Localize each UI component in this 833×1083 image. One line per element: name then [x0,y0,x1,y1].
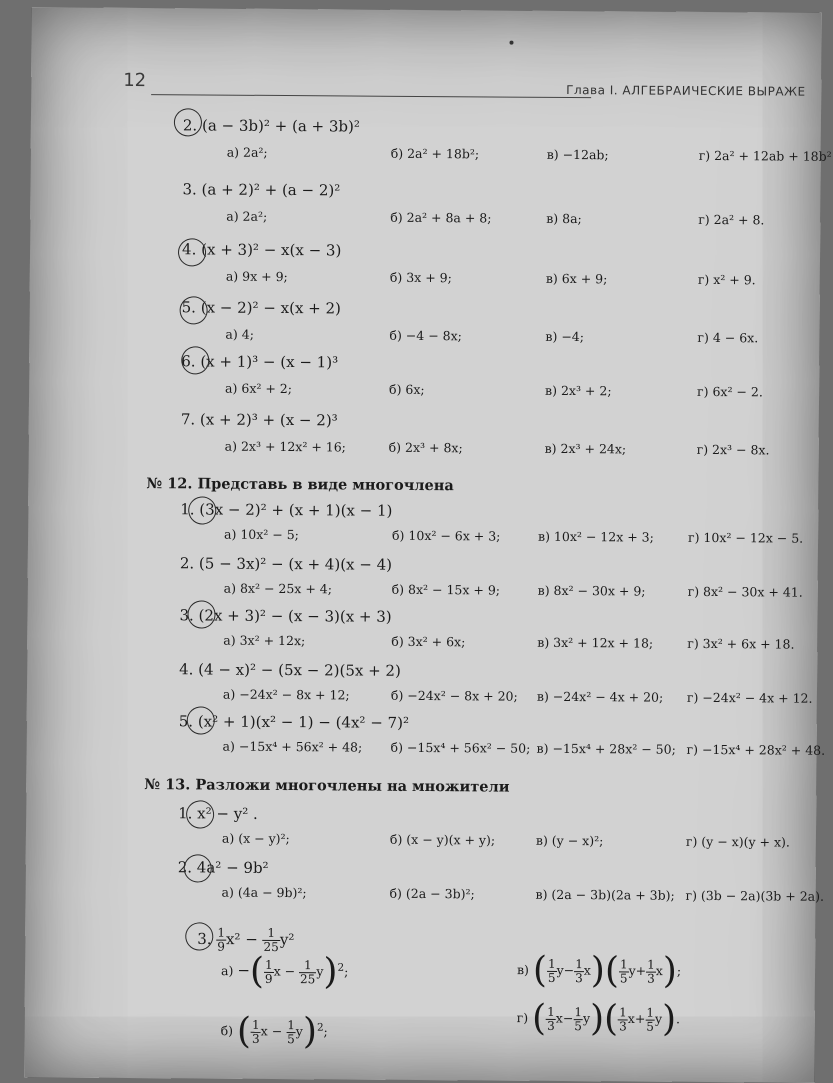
problem-expression [180,554,392,573]
answer-option-g: г) 10x² − 12x − 5. [688,529,804,546]
answer-option-v: в) 6x + 9; [545,270,608,287]
page-number: 12 [123,69,147,92]
problem-expression [183,116,360,135]
answer-option-g: г) 3x² + 6x + 18. [687,635,795,652]
option-b-13-3: б) ( $\frac{1}{3}$ x − $\frac{1}{5}$ y)$^2$; [220,1010,328,1053]
answer-option-b: б) 3x² + 6x; [391,633,466,650]
problem-expression [182,180,340,199]
expression-text: (x + 1)³ − (x − 1)³ [200,352,339,372]
option-a-13-3: а) −( $\frac{1}{9}$ x − $\frac{1}{25}$ y)$^2$; [220,950,349,993]
answer-option-a: а) 9x + 9; [225,268,288,285]
answer-option-a: а) 6x² + 2; [225,380,293,397]
expression-text: (x² + 1)(x² − 1) − (4x² − 7)² [197,712,410,732]
problem-expression [179,660,401,680]
pen-circle-mark [180,345,211,376]
expression-text: (x + 2)³ + (x − 2)³ [199,410,338,430]
answer-option-g: г) x² + 9. [697,271,756,288]
answer-option-b: б) −15x⁴ + 56x² − 50; [390,739,531,756]
problem-number: 2. [182,116,198,135]
problem-number: 5. [178,712,194,731]
problem-number: 4. [179,660,194,679]
answer-option-b: б) 6x; [389,381,425,398]
fraction-1-25: $\frac{1}{25}$ [263,925,279,955]
answer-option-a: а) 3x² + 12x; [223,632,306,649]
answer-option-b: б) 2a² + 8a + 8; [390,209,492,226]
answer-option-b: б) 2x³ + 8x; [388,439,463,456]
answer-option-v: в) −15x⁴ + 28x² − 50; [536,740,676,757]
pen-circle-mark [185,705,216,736]
answer-option-g: г) (y − x)(y + x). [685,833,790,850]
expression-text: x² − y² . [197,804,258,823]
section-13-title: № 13. Разложи многочлены на множители [144,776,510,796]
answer-option-v: в) 2x³ + 24x; [544,440,627,457]
pen-circle-mark [186,599,217,630]
problem-number: 2. [177,858,193,877]
problem-expression [181,410,338,429]
expression-text: (x + 3)² − x(x − 3) [201,240,342,260]
header-rule [151,94,591,98]
problem-number: 7. [180,410,196,429]
textbook-page [24,7,832,1082]
answer-option-v: в) 8x² − 30x + 9; [537,582,646,599]
answer-option-v: в) −12ab; [546,146,609,163]
problem-number: 3. [179,606,194,625]
problem-number: 5. [181,298,197,317]
answer-option-a: а) 4; [225,326,254,342]
problem-number: 6. [181,352,196,371]
chapter-title: Глава I. АЛГЕБРАИЧЕСКИЕ ВЫРАЖЕ [566,82,806,99]
problem-number: 3. [197,929,212,949]
answer-option-v: в) (y − x)²; [535,832,604,849]
option-g-13-3: г) ( $\frac{1}{3}$ x− $\frac{1}{5}$ y)( $\frac{1}{3}$ x+ $\frac{1}{5}$ y). [516,997,681,1040]
problem-13-3: 3. $\frac{1}{9}$ x² − $\frac{1}{25}$ y² [197,925,295,955]
answer-option-b: б) 8x² − 15x + 9; [391,581,501,598]
answer-option-g: г) 2x³ − 8x. [696,441,770,458]
answer-option-a: а) 2a²; [226,208,268,224]
answer-option-g: г) 4 − 6x. [697,329,759,346]
expression-text: (a − 3b)² + (a + 3b)² [201,116,361,136]
section-12-title: № 12. Представь в виде многочлена [146,475,454,495]
answer-option-b: б) (x − y)(x + y); [389,831,496,848]
answer-option-a: а) −15x⁴ + 56x² + 48; [222,738,363,755]
answer-option-a: а) 2a²; [226,144,268,160]
answer-option-a: а) (x − y)²; [221,830,290,847]
expression-text: (4 − x)² − (5x − 2)(5x + 2) [198,660,401,680]
answer-option-g: г) 6x² − 2. [697,383,763,400]
ink-dot [509,41,513,45]
problem-number: 1. [180,500,195,519]
fraction-1-9: $\frac{1}{9}$ [217,925,226,954]
expression-text: 4a² − 9b² [196,858,269,877]
answer-option-g: г) 8x² − 30x + 41. [687,583,803,600]
answer-option-g: г) 2a² + 8. [698,211,765,228]
answer-option-b: б) −24x² − 8x + 20; [390,687,518,704]
problem-number: 1. [178,804,193,823]
answer-option-b: б) 10x² − 6x + 3; [392,527,501,544]
answer-option-v: в) −24x² − 4x + 20; [536,688,664,705]
answer-option-v: в) 2x³ + 2; [545,382,612,399]
answer-option-a: а) −24x² − 8x + 12; [222,686,350,703]
answer-option-g: г) −15x⁴ + 28x² + 48. [686,741,826,758]
answer-option-a: а) 2x³ + 12x² + 16; [224,438,346,455]
answer-option-g: г) −24x² − 4x + 12. [686,689,813,706]
answer-option-b: б) (2a − 3b)²; [389,885,475,902]
expression-text: (3x − 2)² + (x + 1)(x − 1) [199,500,393,520]
expression-text: (a + 2)² + (a − 2)² [201,180,341,200]
answer-option-a: а) 10x² − 5; [224,526,299,543]
answer-option-b: б) 2a² + 18b²; [390,145,480,162]
problem-number: 2. [179,554,195,573]
answer-option-v: в) −4; [545,328,585,345]
answer-option-g: г) 2a² + 12ab + 18b² [698,147,832,164]
answer-option-a: а) 8x² − 25x + 4; [223,580,333,597]
answer-option-b: б) −4 − 8x; [389,327,462,344]
expression-text: (x − 2)² − x(x + 2) [200,298,342,318]
expression-text: (2x + 3)² − (x − 3)(x + 3) [198,606,392,626]
problem-number: 4. [181,240,197,259]
expression-text: (5 − 3x)² − (x + 4)(x − 4) [198,554,393,574]
answer-option-v: в) 3x² + 12x + 18; [537,634,654,651]
problem-number: 3. [182,180,197,199]
answer-option-g: г) (3b − 2a)(3b + 2a). [685,887,825,904]
answer-option-b: б) 3x + 9; [389,269,452,286]
answer-option-a: а) (4a − 9b)²; [221,884,307,901]
answer-option-v: в) 10x² − 12x + 3; [538,528,654,545]
answer-option-v: в) (2a − 3b)(2a + 3b); [535,886,675,903]
option-v-13-3: в) ( $\frac{1}{5}$ y− $\frac{1}{3}$ x)( $\frac{1}{5}$ y+ $\frac{1}{3}$ x); [516,949,682,992]
answer-option-v: в) 8a; [546,210,582,227]
